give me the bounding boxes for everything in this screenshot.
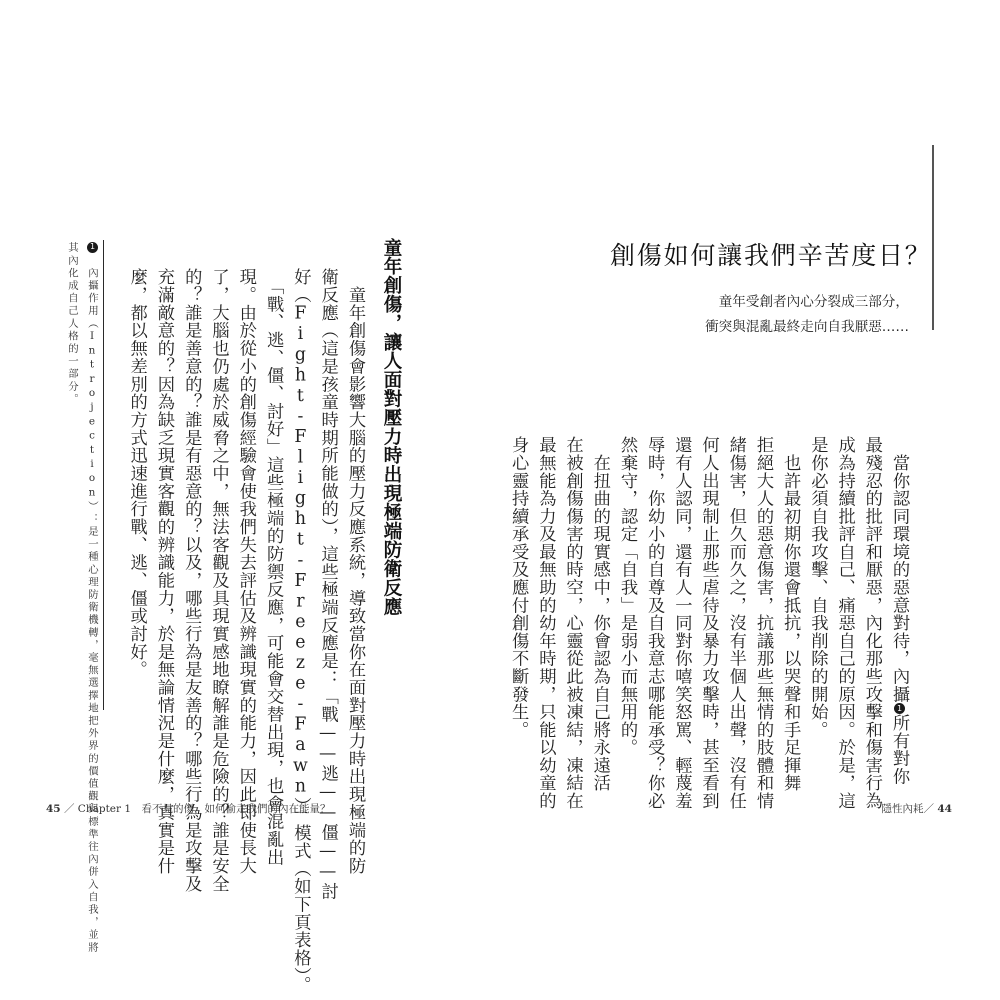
text-line: 辱時，你幼小的自尊及自我意志哪能承受？你必	[644, 436, 665, 810]
text-line: 還有人認同，還有人一同對你嘻笑怒罵、輕蔑羞	[671, 436, 692, 810]
page-footer-left	[46, 802, 331, 816]
text-line: 童年創傷會影響大腦的壓力反應系統，導致當你在面對壓力時出現極端的防	[345, 268, 365, 875]
text-segment: 當你認同環境的惡意對待，內攝	[889, 436, 909, 703]
footnote-line: 其內化成自己人格的一部分。	[66, 242, 78, 406]
subtitle-line: 衝突與混亂最終走向自我厭惡……	[705, 319, 909, 335]
text-segment: 所有對你	[889, 713, 909, 786]
text-line: 在被創傷傷害的時空，心靈從此被凍結，凍結在	[562, 436, 583, 810]
text-line: 是你必須自我攻擊、自我削除的開始。	[807, 436, 828, 739]
text-line: 衛反應（這是孩童時期所能做的），這些極端反應是：「戰——逃——僵——討	[317, 268, 338, 901]
text-line: 的？誰是善意的？誰是有惡意的？以及，哪些行為是友善的？哪些行為是攻擊及	[181, 268, 202, 893]
footnote-text: 內攝作用（Introjection）：是一種心理防衛機轉，毫無選擇地把外界的價值觀與標準往內併入自我，並將	[86, 267, 98, 955]
text-line: 了，大腦也仍處於威脅之中，無法客觀及具現實感地瞭解誰是危險的？誰是安全	[208, 268, 229, 893]
text-line: 好（Fight-Flight-Freeze-Fawn）」模式（如下頁表格）。	[290, 268, 311, 994]
subtitle-line: 童年受創者內心分裂成三部分，	[718, 294, 909, 310]
page-number: 44	[937, 803, 952, 815]
footnote-line	[82, 242, 102, 955]
section-title: 童年創傷，讓人面對壓力時出現極端防衛反應	[381, 238, 402, 616]
chapter-subtitle	[600, 290, 909, 340]
body-text-right	[508, 436, 912, 810]
text-line: 身心靈持續承受及應付創傷不斷發生。	[508, 436, 529, 739]
footnote-reference: 1	[895, 703, 904, 714]
chapter-title: 創傷如何讓我們辛苦度日？	[610, 241, 932, 270]
text-line: 最無能為力及最無助的幼年時期，只能以幼童的	[535, 436, 556, 810]
text-line: 在扭曲的現實感中，你會認為自己將永遠活	[589, 436, 610, 792]
footnote-divider	[103, 240, 104, 710]
text-line: 成為持續批評自己、痛惡自己的原因。於是，這	[834, 436, 855, 810]
accent-bar	[932, 145, 934, 330]
text-line: 「戰、逃、僵、討好」這些極端的防禦反應，可能會交替出現，也會混亂出	[263, 268, 284, 866]
text-line: 最殘忍的批評和厭惡，內化那些攻擊和傷害行為	[861, 436, 882, 810]
running-header: ／ Chapter 1 看不見的傷，如何偷走我們的內在能量？	[63, 803, 331, 815]
right-page	[500, 0, 1000, 1000]
text-line: 充滿敵意的？因為缺乏現實客觀的辨識能力，於是無論情況是什麼，真實是什	[153, 268, 174, 875]
page-footer-right	[882, 802, 952, 816]
text-line: 麼，都以無差別的方式迅速進行戰、逃、僵或討好。	[126, 268, 147, 679]
footnote	[60, 242, 102, 955]
running-header: 隱性內耗／	[881, 803, 935, 815]
text-line: 拒絕大人的惡意傷害，抗議那些無情的肢體和情	[752, 436, 773, 810]
text-line: 何人出現制止那些虐待及暴力攻擊時，甚至看到	[698, 436, 719, 810]
text-line: 現。由於從小的創傷經驗會使我們失去評估及辨識現實的能力，因此即使長大	[235, 268, 256, 875]
footnote-marker: 1	[88, 242, 97, 254]
text-line: 然棄守，認定「自我」是弱小而無用的。	[616, 436, 637, 757]
text-line	[885, 436, 912, 786]
text-line: 也許最初期你還會抵抗，以哭聲和手足揮舞	[780, 436, 801, 792]
text-line: 緒傷害，但久而久之，沒有半個人出聲，沒有任	[725, 436, 746, 810]
page-number: 45	[46, 803, 61, 815]
